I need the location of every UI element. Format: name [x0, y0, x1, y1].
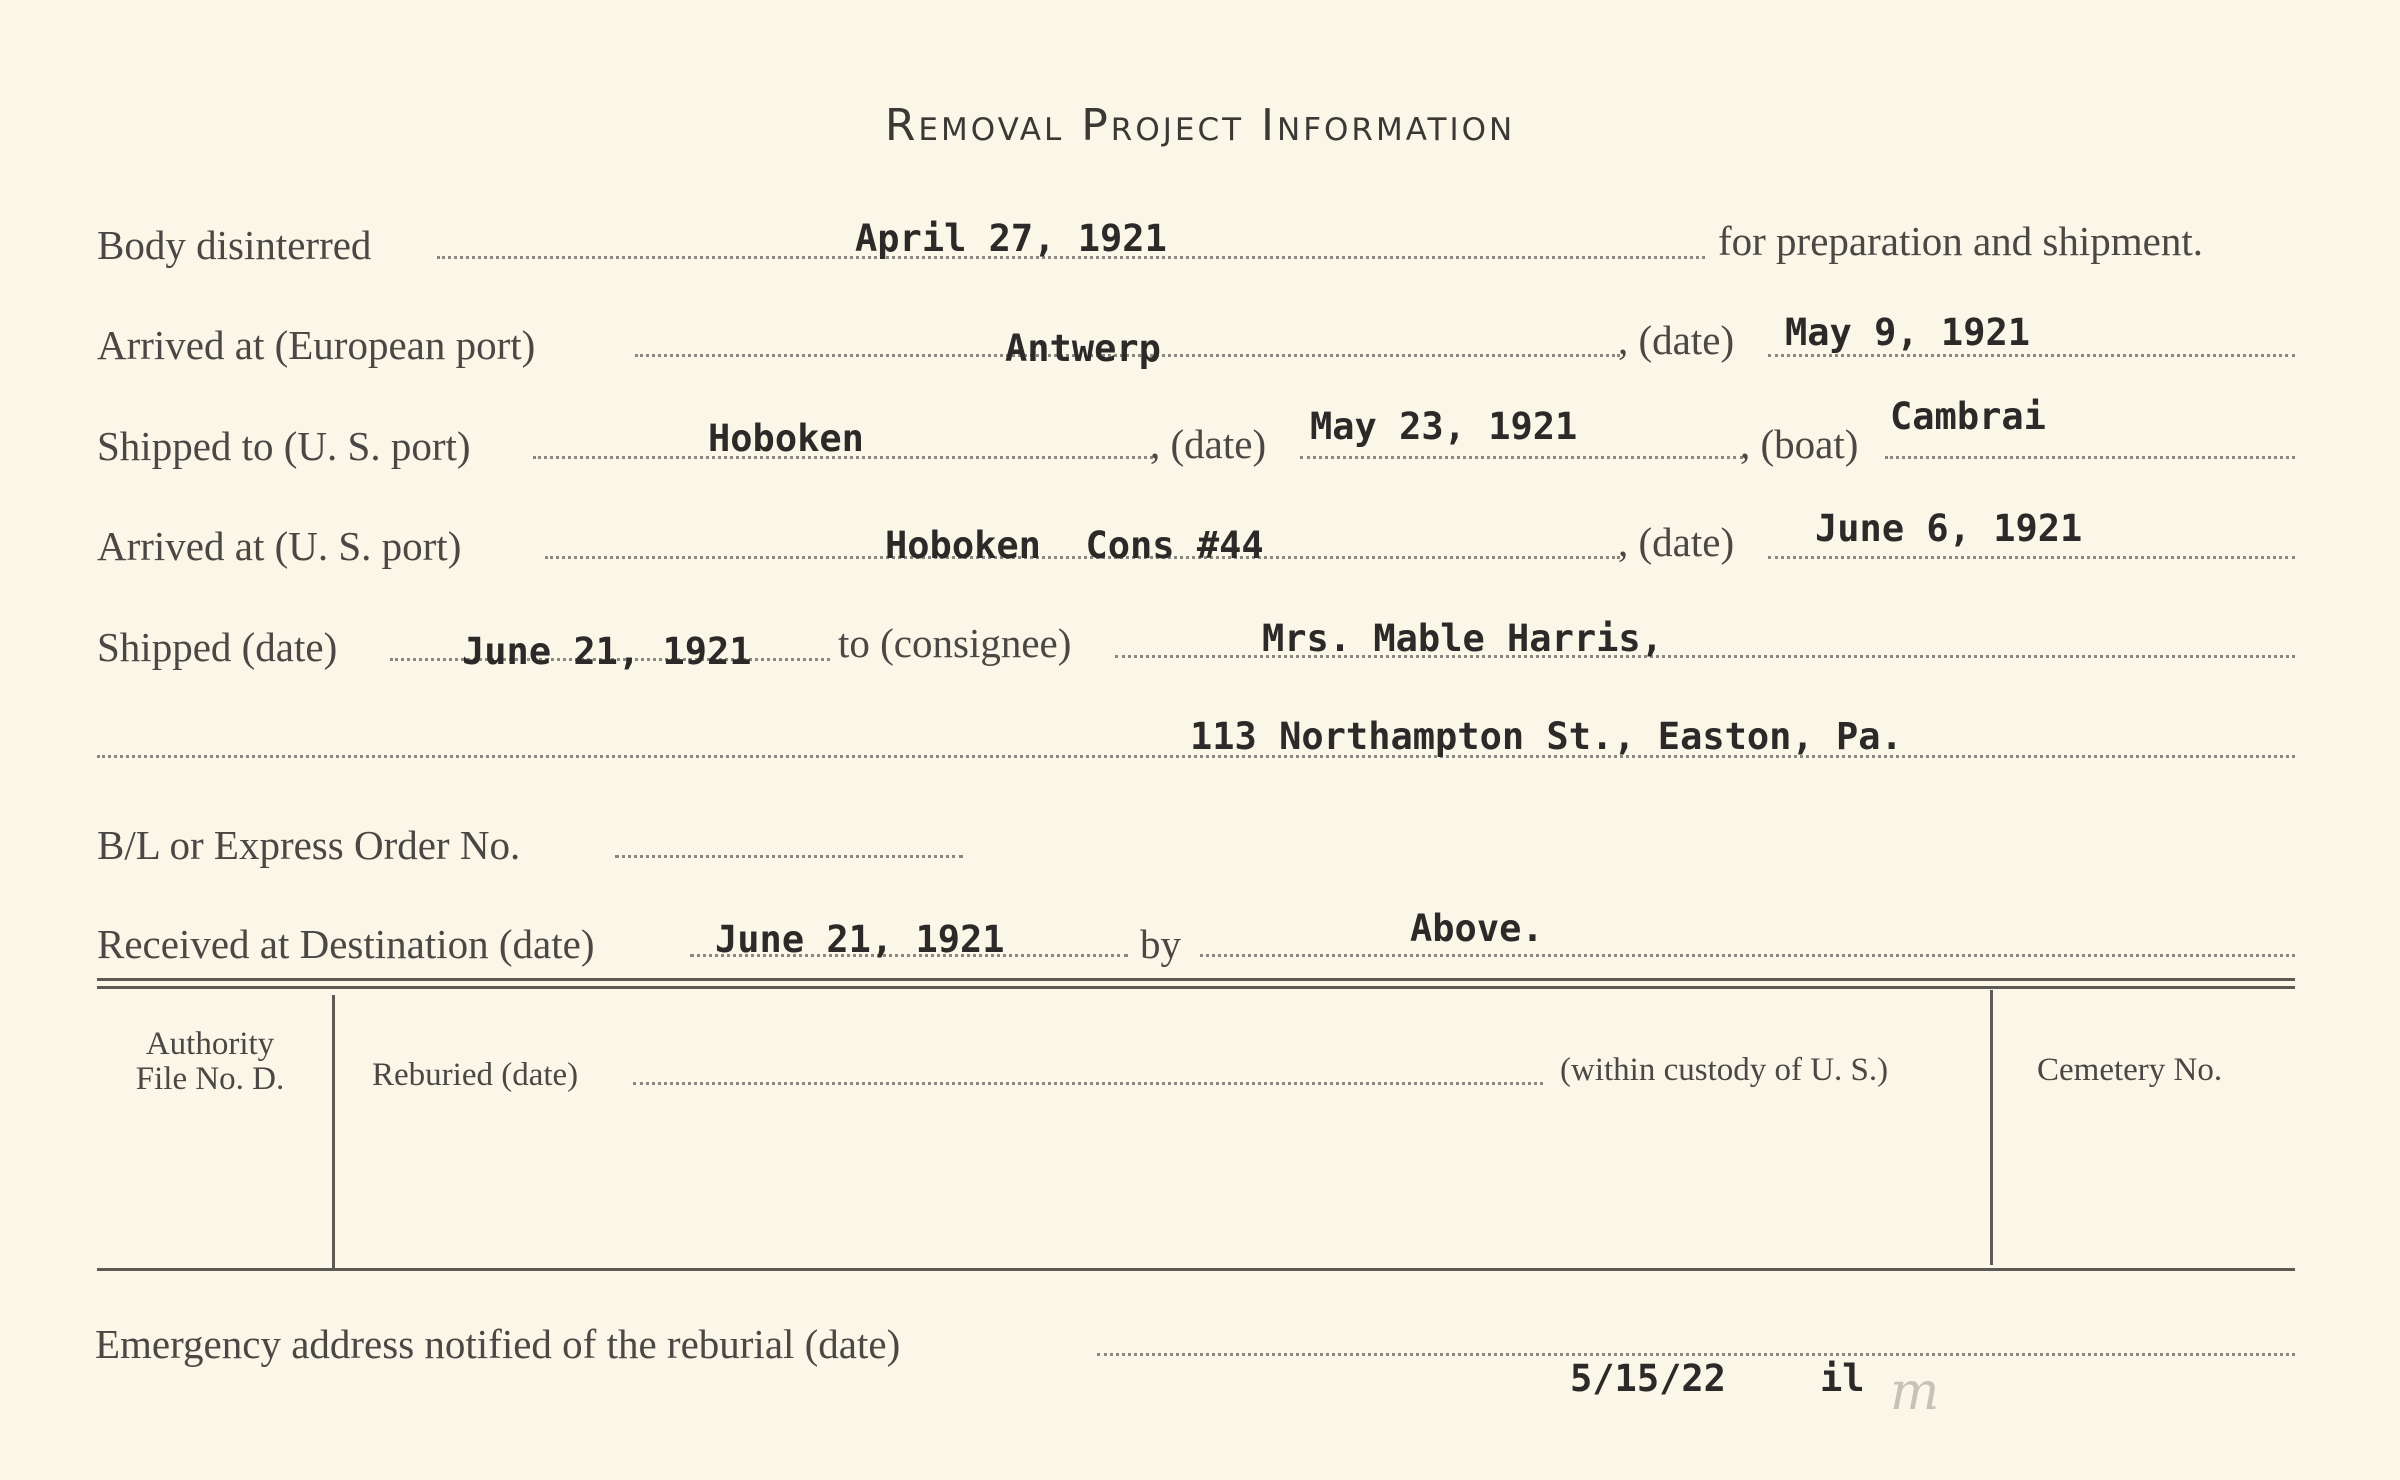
label-boat: , (boat): [1740, 421, 1859, 467]
box-bottom-rule: [97, 1268, 2295, 1271]
label-authority-file-no: Authority File No. D.: [135, 1026, 285, 1097]
dotted-line: [1768, 556, 2295, 559]
label-shipped-to-us-port: Shipped to (U. S. port): [97, 423, 471, 469]
pencil-mark: m: [1890, 1362, 1940, 1422]
dotted-line: [1200, 954, 2295, 957]
value-us-arrival-port: Hoboken Cons #44: [885, 524, 1264, 567]
label-cemetery-no: Cemetery No.: [2037, 1052, 2223, 1088]
dotted-line: [1097, 1353, 2295, 1356]
label-received-at-destination: Received at Destination (date): [97, 921, 595, 967]
value-european-port: Antwerp: [1005, 327, 1161, 370]
label-by: by: [1140, 921, 1181, 967]
label-bl-express-order: B/L or Express Order No.: [97, 822, 521, 868]
box-top-rule: [97, 978, 2295, 981]
label-date: , (date): [1618, 519, 1735, 565]
label-date: , (date): [1150, 421, 1267, 467]
value-received-date: June 21, 1921: [715, 918, 1005, 961]
box-top-rule: [97, 986, 2295, 989]
value-shipped-date: June 21, 1921: [462, 630, 752, 673]
dotted-line: [615, 855, 963, 858]
label-consignee: to (consignee): [838, 620, 1072, 666]
value-consignee: Mrs. Mable Harris,: [1262, 617, 1663, 660]
value-us-port: Hoboken: [708, 417, 864, 460]
value-disinterred-date: April 27, 1921: [855, 217, 1167, 260]
label-within-custody: (within custody of U. S.): [1560, 1052, 1889, 1088]
value-shipped-date: May 23, 1921: [1310, 405, 1578, 448]
label-preparation-shipment: for preparation and shipment.: [1718, 218, 2204, 264]
box-divider: [1990, 990, 1993, 1265]
label-reburied-date: Reburied (date): [372, 1057, 579, 1093]
value-emergency-date: 5/15/22: [1570, 1357, 1726, 1400]
label-body-disinterred: Body disinterred: [97, 222, 372, 268]
label-arrived-european-port: Arrived at (European port): [97, 322, 536, 368]
value-us-arrival-date: June 6, 1921: [1815, 507, 2083, 550]
label-arrived-us-port: Arrived at (U. S. port): [97, 523, 462, 569]
value-received-by: Above.: [1410, 907, 1544, 950]
value-consignee-address: 113 Northampton St., Easton, Pa.: [1190, 715, 1903, 758]
value-european-arrival-date: May 9, 1921: [1785, 311, 2031, 354]
label-shipped-date: Shipped (date): [97, 624, 338, 670]
dotted-line: [1300, 456, 1743, 459]
card-title: Removal Project Information: [884, 100, 1516, 151]
label-date: , (date): [1618, 317, 1735, 363]
dotted-line: [1768, 354, 2295, 357]
box-divider: [332, 995, 335, 1270]
dotted-line: [633, 1082, 1543, 1085]
dotted-line: [1885, 456, 2295, 459]
label-emergency-address: Emergency address notified of the reburial (date): [95, 1321, 901, 1367]
value-initials: il: [1820, 1357, 1865, 1400]
value-boat: Cambrai: [1890, 395, 2046, 438]
